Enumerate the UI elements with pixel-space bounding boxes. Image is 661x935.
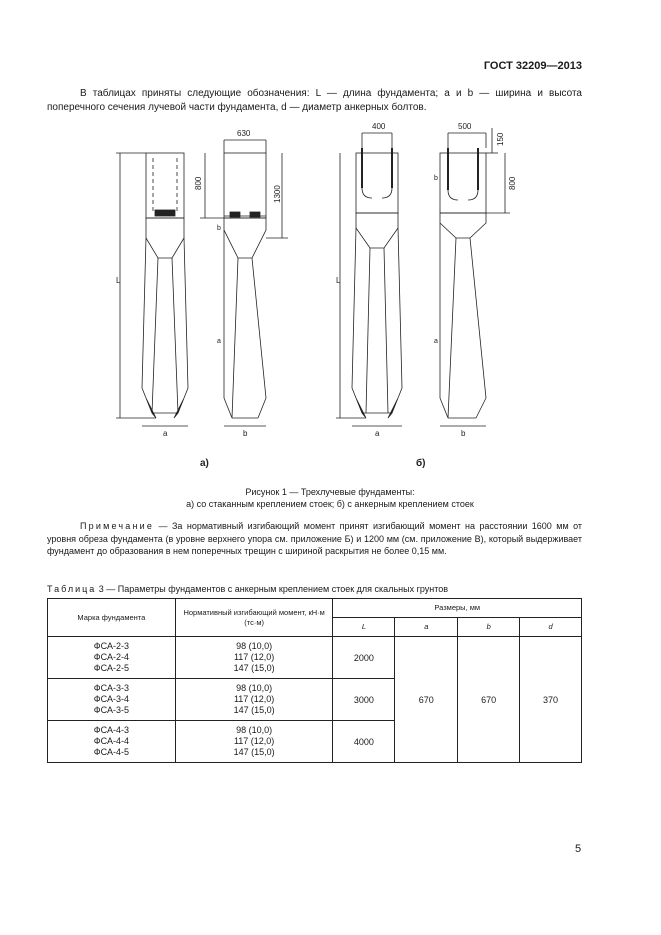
L-cell: 2000 — [333, 637, 395, 679]
foundation-a-side-view — [200, 140, 288, 426]
caption-title: Рисунок 1 — Трехлучевые фундаменты: — [245, 487, 415, 497]
marks-cell: ФСА-2-3 ФСА-2-4 ФСА-2-5 — [48, 637, 176, 679]
standard-header: ГОСТ 32209—2013 — [483, 60, 582, 72]
caption-sub: а) со стаканным креплением стоек; б) с анкерным креплением стоек — [186, 498, 474, 509]
header-L: L — [333, 618, 395, 637]
header-b: b — [458, 618, 520, 637]
dim-L-b: L — [336, 276, 341, 285]
header-moment: Нормативный изгибающий момент, кН·м (тс·м) — [175, 599, 333, 637]
mark-b-2: b — [434, 175, 438, 182]
page-number: 5 — [575, 843, 582, 855]
header-a: a — [395, 618, 458, 637]
parameters-table — [47, 598, 582, 763]
moments-cell: 98 (10,0) 117 (12,0) 147 (15,0) — [175, 637, 333, 679]
dim-630: 630 — [237, 129, 251, 138]
mark-b-1: b — [217, 225, 221, 232]
note-paragraph — [47, 520, 582, 558]
b-cell: 670 — [458, 637, 520, 763]
dim-800-b: 800 — [508, 176, 517, 190]
dim-a-b: a — [375, 429, 380, 438]
header-sizes: Размеры, мм — [333, 599, 582, 618]
L-cell: 3000 — [333, 679, 395, 721]
foundation-b-side-view — [440, 128, 510, 426]
note-label: Примечание — [80, 521, 155, 531]
intro-paragraph: В таблицах приняты следующие обозначения: L — длина фундамента; a и b — ширина и высота поперечного сечения лучевой части фундамента, d — диаметр анкерных болтов. — [47, 88, 582, 113]
table-title-text: 3 — Параметры фундаментов с анкерным креплением стоек для скальных грунтов — [96, 584, 449, 594]
dim-a-a: a — [163, 429, 168, 438]
moments-cell: 98 (10,0) 117 (12,0) 147 (15,0) — [175, 679, 333, 721]
dim-b-a: b — [243, 429, 248, 438]
figure-label-b: б) — [416, 458, 426, 469]
table-title — [47, 584, 448, 594]
foundation-drawing — [100, 118, 540, 478]
L-cell: 4000 — [333, 721, 395, 763]
dim-150: 150 — [496, 132, 505, 146]
dim-L-a: L — [116, 276, 121, 285]
header-mark: Марка фундамента — [48, 599, 176, 637]
mark-a-2: a — [434, 338, 438, 345]
figure-label-a: а) — [200, 458, 209, 469]
foundation-b-front-view — [336, 133, 402, 426]
table-label: Таблица — [47, 584, 97, 594]
marks-cell: ФСА-3-3 ФСА-3-4 ФСА-3-5 — [48, 679, 176, 721]
note-text: — За нормативный изгибающий момент принят изгибающий момент на расстоянии 1600 мм от уровня обреза фундамента (в уровне верхнего упора см. приложение Б) и 1200 мм (см. приложение В), который выдерживает фундамент до образования в нем поперечных трещин с шириной раскрытия не более 0,15 мм. — [47, 521, 582, 556]
header-d: d — [520, 618, 582, 637]
table-row — [48, 637, 582, 679]
marks-cell: ФСА-4-3 ФСА-4-4 ФСА-4-5 — [48, 721, 176, 763]
figure-caption — [47, 487, 613, 510]
dim-400: 400 — [372, 122, 386, 131]
mark-a-1: a — [217, 338, 221, 345]
a-cell: 670 — [395, 637, 458, 763]
foundation-a-front-view — [116, 153, 188, 426]
moments-cell: 98 (10,0) 117 (12,0) 147 (15,0) — [175, 721, 333, 763]
dim-800-a: 800 — [194, 176, 203, 190]
dim-1300: 1300 — [273, 185, 282, 203]
d-cell: 370 — [520, 637, 582, 763]
dim-b-b: b — [461, 429, 466, 438]
dim-500: 500 — [458, 122, 472, 131]
